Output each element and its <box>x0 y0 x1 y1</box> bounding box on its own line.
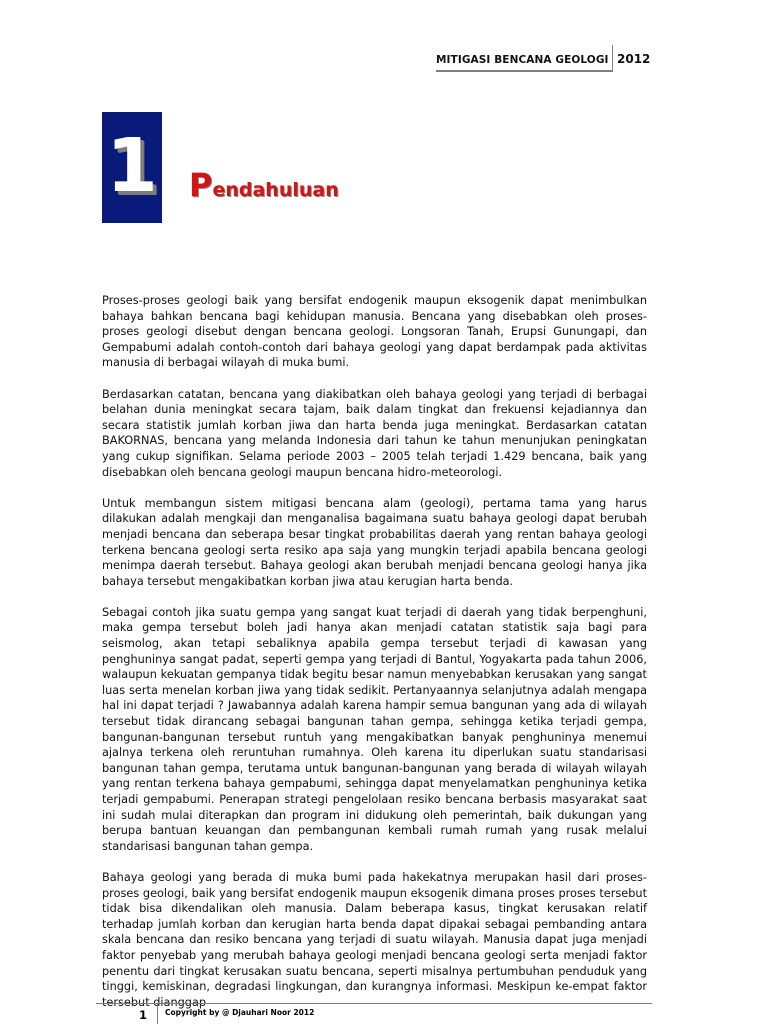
page-number: 1 <box>139 1008 148 1022</box>
paragraph: Berdasarkan catatan, bencana yang diakibatkan oleh bahaya geologi yang terjadi di berbagai belahan dunia meningkat secara tajam, baik dalam tingkat dan frekuensi kejadiannya dan secara statistik jumlah korban jiwa dan harta benda juga meningkat. Berdasarkan catatan BAKORNAS, bencana yang melanda Indonesia dari tahun ke tahun menunjukan peningkatan yang cukup signifikan. Selama periode 2003 – 2005 telah terjadi 1.429 bencana, baik yang disebabkan oleh bencana geologi maupun bencana hidro-meteorologi. <box>102 387 647 479</box>
copyright-notice: Copyright by @ Djauhari Noor 2012 <box>165 1008 315 1017</box>
header-year: 2012 <box>617 52 651 66</box>
header-divider <box>436 70 612 72</box>
chapter-title <box>189 166 339 204</box>
chapter-title-rest: endahuluan <box>212 179 339 201</box>
page-header <box>436 45 651 72</box>
paragraph: Bahaya geologi yang berada di muka bumi pada hakekatnya merupakan hasil dari proses-proses geologi, baik yang bersifat endogenik maupun eksogenik dimana proses proses tersebut tidak bisa dikendalikan oleh manusia. Dalam beberapa kasus, tingkat kerusakan relatif terhadap jumlah korban dan kerugian harta benda dapat dipakai sebagai pembanding antara skala bencana dan resiko bencana yang terjadi di suatu wilayah. Manusia dapat juga menjadi faktor penyebab yang merubah bahaya geologi menjadi bencana geologi serta menjadi faktor penentu dari tingkat kerusakan suatu bencana, seperti misalnya pertumbuhan penduduk yang tinggi, kemiskinan, degradasi lingkungan, dan kurangnya informasi. Meskipun ke-empat faktor <box>102 870 647 994</box>
paragraph: Sebagai contoh jika suatu gempa yang sangat kuat terjadi di daerah yang tidak berpenghuni, maka gempa tersebut boleh jadi hanya akan menjadi catatan statistik saja bagi para seismolog, akan tetapi sebaliknya apabila gempa tersebut terjadi di kawasan yang penghuninya sangat padat, seperti gempa yang terjadi di Bantul, Yogyakarta pada tahun 2006, walaupun kekuatan gempanya tidak begitu besar namun menyebabkan kerusakan yang sangat luas serta menelan korban jiwa yang tidak sedikit. Pertanyaannya selanjutnya adalah mengapa hal ini dapat terjadi ? Jawabannya adalah karena hampir semua bangunan yang ada di wilayah tersebut tidak dirancang sebagai bangunan tahan gempa, sehingga ketika terjadi gempa, bangunan-bangunan tersebut runtuh yang mengakibatkan banyak penghuninya menemui ajalnya terkena oleh reruntuhan rumahnya. Oleh karena itu diperlukan suatu standarisasi bangunan tahan gempa, terutama untuk bangunan-bangunan yang berada di wilayah wilayah yang rentan terkena bahaya gempabumi, sehingga dapat menyelamatkan penghuninya ketika terjadi gempabumi. Penerapan strategi pengelolaan resiko bencana berbasis masyarakat saat ini sudah mulai diterapkan dan program ini didukung oleh pemerintah, baik dukungan yang berupa bantuan keuangan dan pembangunan kembali rumah rumah yang rusak melalui standarisasi bangunan tahan gempa. <box>102 605 647 853</box>
header-title: MITIGASI BENCANA GEOLOGI <box>436 54 609 66</box>
body-text <box>102 293 647 1026</box>
header-separator <box>612 45 613 72</box>
chapter-number: 1 <box>106 123 158 209</box>
footer-divider <box>96 1003 652 1004</box>
footer-separator <box>157 1003 158 1024</box>
paragraph: Untuk membangun sistem mitigasi bencana alam (geologi), pertama tama yang harus dilakukan adalah mengkaji dan menganalisa bagaimana suatu bahaya geologi dapat berubah menjadi bencana dan seberapa besar tingkat probabilitas daerah yang rentan bahaya geologi terkena bencana geologi serta resiko apa saja yang mungkin terjadi apabila bencana geologi menimpa daerah tersebut. Bahaya geologi akan berubah menjadi bencana geologi hanya jika bahaya tersebut mengakibatkan korban jiwa atau kerugian harta benda. <box>102 496 647 588</box>
paragraph: Proses-proses geologi baik yang bersifat endogenik maupun eksogenik dapat menimbulkan bahaya bahkan bencana bagi kehidupan manusia. Bencana yang disebabkan oleh proses-proses geologi disebut dengan bencana geologi. Longsoran Tanah, Erupsi Gunungapi, dan Gempabumi adalah contoh-contoh dari bahaya geologi yang dapat berdampak pada aktivitas manusia di berbagai wilayah di muka bumi. <box>102 294 647 370</box>
chapter-number-box <box>102 112 162 223</box>
chapter-title-initial: P <box>189 166 213 204</box>
